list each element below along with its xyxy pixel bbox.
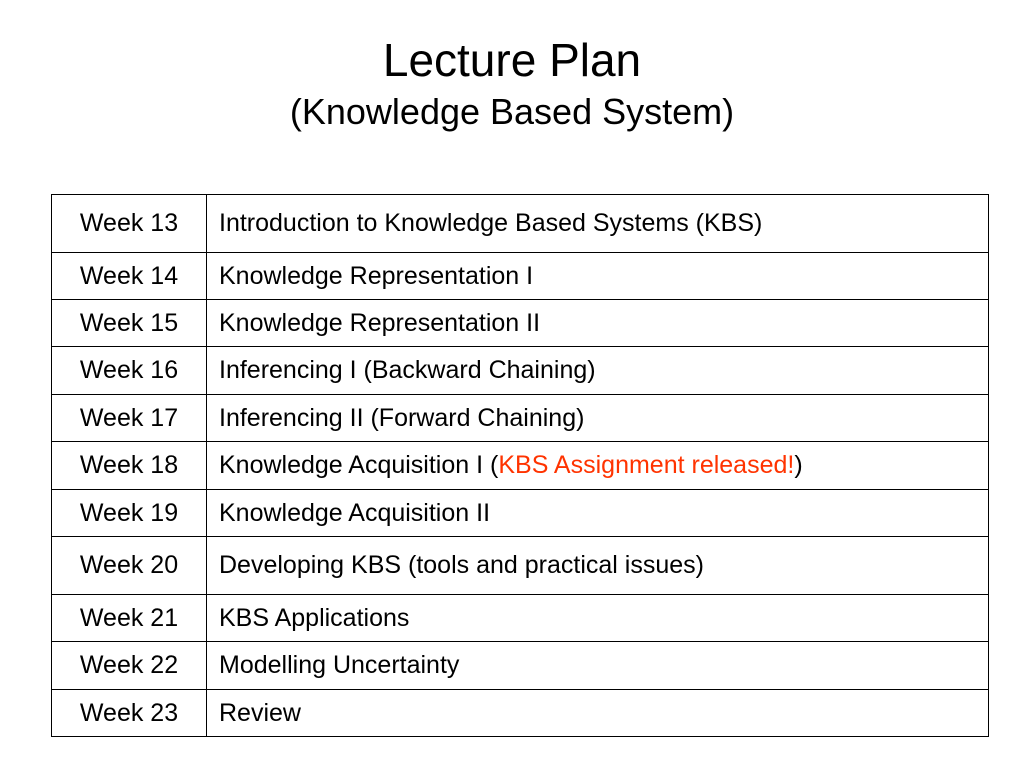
table-row: [52, 595, 989, 642]
table-row: [52, 537, 989, 595]
topic-text-end: ): [794, 451, 803, 479]
table-row: [52, 300, 989, 347]
week-cell: Week 21: [52, 595, 207, 642]
week-cell: Week 19: [52, 490, 207, 537]
week-cell: Week 17: [52, 395, 207, 442]
week-cell: Week 14: [52, 253, 207, 300]
lecture-plan-table: [51, 194, 989, 737]
table-row: [52, 490, 989, 537]
topic-cell: Knowledge Representation II: [207, 300, 989, 347]
topic-cell: Modelling Uncertainty: [207, 642, 989, 690]
table-row: [52, 442, 989, 490]
topic-cell: Developing KBS (tools and practical issues): [207, 537, 989, 595]
table-row: [52, 690, 989, 737]
topic-cell: KBS Applications: [207, 595, 989, 642]
topic-cell: Inferencing II (Forward Chaining): [207, 395, 989, 442]
week-cell: Week 23: [52, 690, 207, 737]
assignment-highlight: KBS Assignment released!: [498, 451, 795, 479]
topic-cell: Inferencing I (Backward Chaining): [207, 347, 989, 395]
slide-subtitle: (Knowledge Based System): [289, 91, 735, 132]
title-block: [0, 32, 1024, 136]
topic-cell: Knowledge Acquisition II: [207, 490, 989, 537]
topic-cell: Knowledge Representation I: [207, 253, 989, 300]
week-cell: Week 18: [52, 442, 207, 490]
week-cell: Week 20: [52, 537, 207, 595]
table-row: [52, 347, 989, 395]
slide-title: Lecture Plan: [382, 34, 642, 86]
week-cell: Week 13: [52, 195, 207, 253]
week-cell: Week 22: [52, 642, 207, 690]
topic-cell: Introduction to Knowledge Based Systems (KBS): [207, 195, 989, 253]
topic-text: Knowledge Acquisition I (: [219, 451, 499, 479]
table-row: [52, 642, 989, 690]
topic-cell: Review: [207, 690, 989, 737]
table-row: [52, 395, 989, 442]
topic-cell: [207, 442, 989, 490]
table-row: [52, 253, 989, 300]
week-cell: Week 16: [52, 347, 207, 395]
week-cell: Week 15: [52, 300, 207, 347]
table-row: [52, 195, 989, 253]
